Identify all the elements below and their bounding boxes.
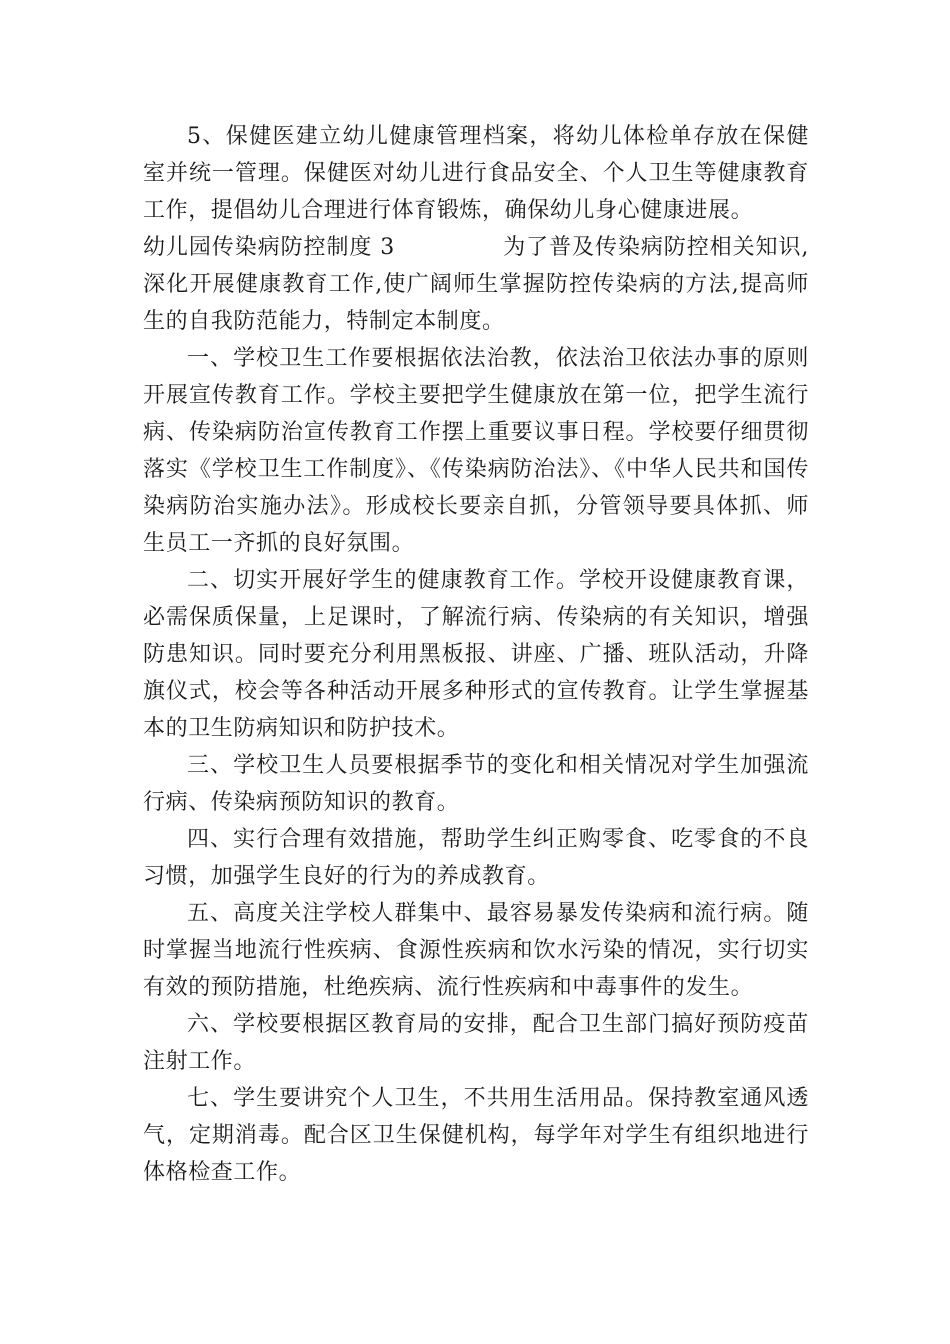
intro-item-paragraph: 5、保健医建立幼儿健康管理档案，将幼儿体检单存放在保健室并统一管理。保健医对幼儿进行食品安全、个人卫生等健康教育工作，提倡幼儿合理进行体育锻炼，确保幼儿身心健康进展。: [143, 124, 809, 223]
section-title: 幼儿园传染病防控制度 3: [143, 235, 395, 260]
document-body: [143, 118, 809, 1191]
rule-paragraph-2: 二、切实开展好学生的健康教育工作。学校开设健康教育课，必需保质保量，上足课时，了解流行病、传染病的有关知识，增强防患知识。同时要充分利用黑板报、讲座、广播、班队活动，升降旗仪式，校会等各种活动开展多种形式的宣传教育。让学生掌握基本的卫生防病知识和防护技术。: [143, 568, 809, 741]
rule-paragraph-5: 五、高度关注学校人群集中、最容易暴发传染病和流行病。随时掌握当地流行性疾病、食源性疾病和饮水污染的情况，实行切实有效的预防措施，杜绝疾病、流行性疾病和中毒事件的发生。: [143, 901, 809, 1000]
section-intro: 为了普及传染病防控相关知识,深化开展健康教育工作,使广阔师生掌握防控传染病的方法,提高师生的自我防范能力，特制定本制度。: [143, 235, 809, 334]
rule-paragraph-4: 四、实行合理有效措施，帮助学生纠正购零食、吃零食的不良习惯，加强学生良好的行为的养成教育。: [143, 827, 809, 889]
section-heading-paragraph: [143, 229, 809, 340]
rule-paragraph-3: 三、学校卫生人员要根据季节的变化和相关情况对学生加强流行病、传染病预防知识的教育。: [143, 753, 809, 815]
rule-paragraph-7: 七、学生要讲究个人卫生，不共用生活用品。保持教室通风透气，定期消毒。配合区卫生保健机构，每学年对学生有组织地进行体格检查工作。: [143, 1086, 809, 1185]
rule-paragraph-6: 六、学校要根据区教育局的安排，配合卫生部门搞好预防疫苗注射工作。: [143, 1012, 809, 1074]
rule-paragraph-1: 一、学校卫生工作要根据依法治教，依法治卫依法办事的原则开展宣传教育工作。学校主要把学生健康放在第一位，把学生流行病、传染病防治宣传教育工作摆上重要议事日程。学校要仔细贯彻落实《学校卫生工作制度》、《传染病防治法》、《中华人民共和国传染病防治实施办法》。形成校长要亲自抓，分管领导要具体抓、师生员工一齐抓的良好氛围。: [143, 346, 809, 556]
